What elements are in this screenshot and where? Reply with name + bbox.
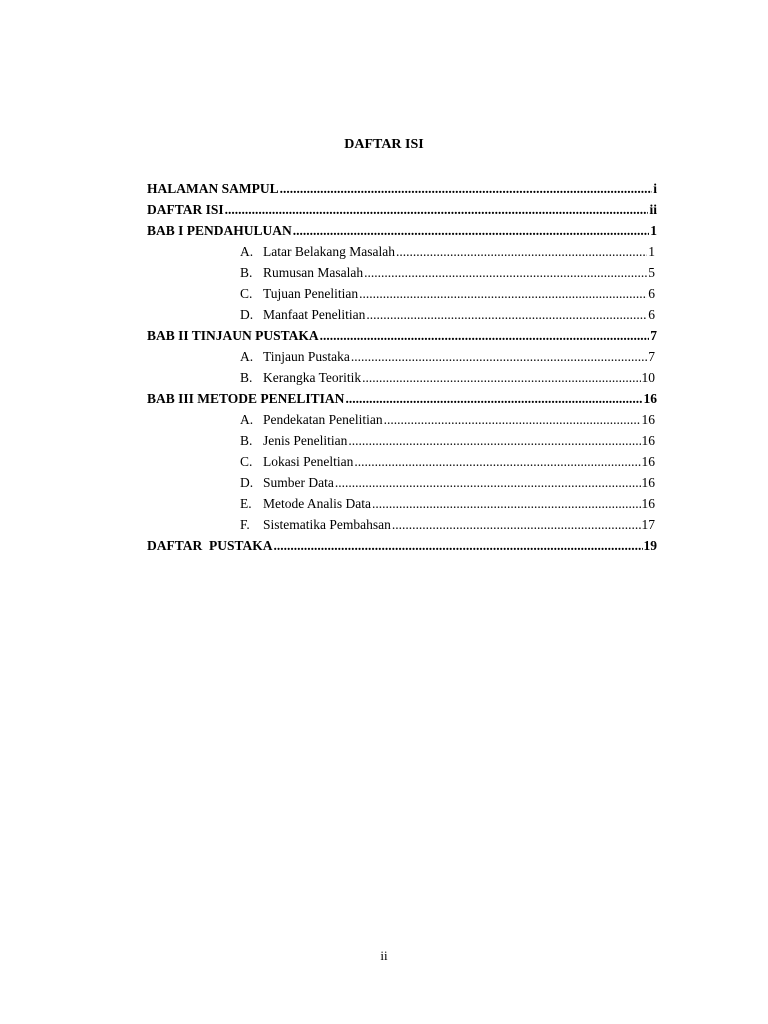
- toc-subentry-page: 16: [641, 496, 655, 511]
- toc-entry-title: DAFTAR ISI: [147, 202, 224, 217]
- toc-subentry-page: 17: [641, 517, 655, 532]
- toc-entry: [147, 535, 657, 556]
- toc-subentry: [147, 241, 657, 262]
- toc-subentry-page: 6: [648, 307, 655, 322]
- toc-entry-page: i: [653, 181, 657, 196]
- dot-leader: [359, 283, 647, 304]
- dot-leader: [335, 472, 641, 493]
- toc-subentry: [147, 304, 657, 325]
- toc-subentry: [147, 451, 657, 472]
- toc-entry: [147, 199, 657, 220]
- toc-entry-page: 19: [643, 538, 657, 553]
- toc-subentry-title: Lokasi Peneltian: [263, 454, 354, 469]
- toc-entry-page: 7: [650, 328, 657, 343]
- toc-subentry-page: 1: [648, 244, 655, 259]
- toc-subentry-page: 5: [648, 265, 655, 280]
- toc-subentry: [147, 262, 657, 283]
- toc-entry-title: BAB II TINJAUN PUSTAKA: [147, 328, 319, 343]
- toc-subentry-letter: B.: [240, 265, 253, 280]
- dot-leader: [345, 388, 642, 409]
- toc-entry: [147, 388, 657, 409]
- toc-subentry-title: Tinjaun Pustaka: [263, 349, 350, 364]
- toc-subentry: [147, 472, 657, 493]
- toc-subentry-page: 16: [641, 412, 655, 427]
- toc-subentry-letter: C.: [240, 454, 253, 469]
- dot-leader: [351, 346, 647, 367]
- toc-subentry-title: Sistematika Pembahsan: [263, 517, 391, 532]
- dot-leader: [348, 430, 640, 451]
- toc-subentry: [147, 493, 657, 514]
- toc-subentry-letter: A.: [240, 412, 254, 427]
- toc-subentry: [147, 367, 657, 388]
- toc-entry-page: ii: [649, 202, 657, 217]
- dot-leader: [320, 325, 650, 346]
- toc-subentry-letter: E.: [240, 496, 252, 511]
- dot-leader: [354, 451, 640, 472]
- toc-subentry-letter: B.: [240, 433, 253, 448]
- toc-subentry: [147, 283, 657, 304]
- toc-subentry-letter: D.: [240, 307, 254, 322]
- toc-subentry-page: 10: [641, 370, 655, 385]
- dot-leader: [293, 220, 649, 241]
- dot-leader: [225, 199, 649, 220]
- dot-leader: [274, 535, 643, 556]
- toc-subentry-letter: A.: [240, 244, 254, 259]
- toc-entry: [147, 178, 657, 199]
- toc-entry-title: HALAMAN SAMPUL: [147, 181, 279, 196]
- toc-entry-page: 16: [643, 391, 657, 406]
- toc-subentry-title: Manfaat Penelitian: [263, 307, 366, 322]
- dot-leader: [364, 262, 647, 283]
- dot-leader: [280, 178, 653, 199]
- toc-subentry: [147, 409, 657, 430]
- toc-subentry-letter: D.: [240, 475, 254, 490]
- toc-subentry-page: 7: [648, 349, 655, 364]
- dot-leader: [384, 409, 641, 430]
- toc-subentry-letter: F.: [240, 517, 250, 532]
- toc-entry-title: BAB I PENDAHULUAN: [147, 223, 292, 238]
- toc-subentry: [147, 430, 657, 451]
- toc-subentry-page: 16: [641, 433, 655, 448]
- toc-subentry-title: Kerangka Teoritik: [263, 370, 362, 385]
- toc-entry: [147, 220, 657, 241]
- toc-subentry-title: Metode Analis Data: [263, 496, 371, 511]
- toc-subentry-page: 6: [648, 286, 655, 301]
- footer-page-number: ii: [380, 948, 388, 963]
- toc-subentry-title: Sumber Data: [263, 475, 334, 490]
- toc-subentry-page: 16: [641, 475, 655, 490]
- dot-leader: [372, 493, 641, 514]
- toc-entry-title: BAB III METODE PENELITIAN: [147, 391, 345, 406]
- toc-subentry-letter: C.: [240, 286, 253, 301]
- toc-subentry-page: 16: [641, 454, 655, 469]
- toc-subentry-letter: A.: [240, 349, 254, 364]
- dot-leader: [392, 514, 641, 535]
- dot-leader: [396, 241, 647, 262]
- dot-leader: [366, 304, 647, 325]
- page-title: DAFTAR ISI: [344, 137, 424, 152]
- toc-subentry: [147, 514, 657, 535]
- toc-subentry: [147, 346, 657, 367]
- toc-subentry-title: Rumusan Masalah: [263, 265, 364, 280]
- table-of-contents: [147, 178, 657, 556]
- toc-subentry-title: Latar Belakang Masalah: [263, 244, 395, 259]
- toc-entry-page: 1: [650, 223, 657, 238]
- toc-entry: [147, 325, 657, 346]
- toc-subentry-title: Jenis Penelitian: [263, 433, 348, 448]
- dot-leader: [362, 367, 640, 388]
- toc-subentry-letter: B.: [240, 370, 253, 385]
- toc-entry-title: DAFTAR PUSTAKA: [147, 538, 273, 553]
- toc-subentry-title: Pendekatan Penelitian: [263, 412, 383, 427]
- toc-subentry-title: Tujuan Penelitian: [263, 286, 359, 301]
